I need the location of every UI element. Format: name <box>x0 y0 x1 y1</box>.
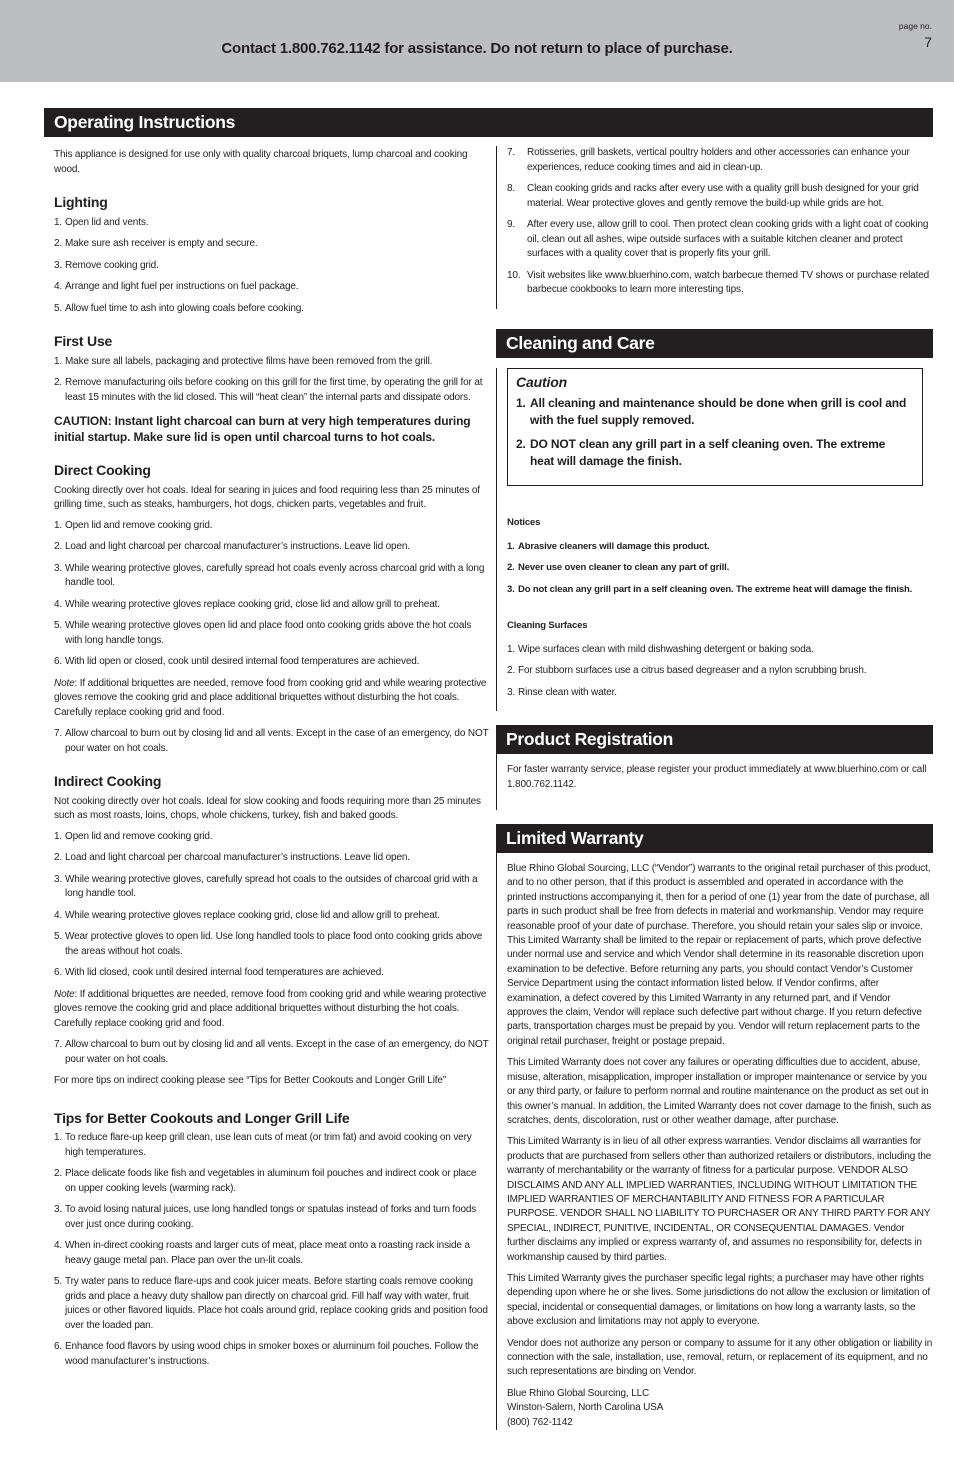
list-text: After every use, allow grill to cool. Then protect clean cooking grids with a light coat of cooking oil, clean out all ashes, wipe outside surfaces with a suitable kitchen cleaner and protect surfaces with a quality cover that is properly fits your grill. <box>527 219 929 259</box>
list-item <box>516 395 912 429</box>
tips-steps <box>54 1131 489 1369</box>
warranty-paragraph: Vendor does not authorize any person or company to assume for it any other obligation or liability in connection with the sale, installation, use, removal, return, or replacement of its equipment, and no such representations are binding on Vendor. <box>507 1337 933 1378</box>
list-number: 1. <box>54 519 63 531</box>
list-item <box>54 930 489 959</box>
caution-box <box>507 368 923 487</box>
list-number: 2. <box>507 562 515 573</box>
list-number: 4. <box>54 281 63 292</box>
list-text: Wipe surfaces clean with mild dishwashing detergent or baking soda. <box>518 643 814 655</box>
list-item <box>54 598 489 613</box>
list-number: 8. <box>507 183 516 194</box>
direct-cooking-heading: Direct Cooking <box>54 462 151 478</box>
list-item <box>54 1340 489 1369</box>
list-text: When in-direct cooking roasts and larger cuts of meat, place meat onto a roasting rack inside a heavy gauge metal pan. Place pan over the un-lit coals. <box>65 1240 470 1266</box>
list-item <box>54 655 489 670</box>
list-text: With lid open or closed, cook until desired internal food temperatures are achieved. <box>65 656 420 667</box>
list-number: 3. <box>507 583 515 595</box>
list-text: Open lid and vents. <box>65 216 149 228</box>
list-number: 1. <box>54 355 63 367</box>
list-text: While wearing protective gloves replace cooking grid, close lid and allow grill to preheat. <box>65 909 440 921</box>
list-text: Allow fuel time to ash into glowing coals before cooking. <box>65 302 304 314</box>
first-use-heading: First Use <box>54 333 113 349</box>
list-text: Remove manufacturing oils before cooking on this grill for the first time, by operating the grill for at least 15 minutes with the lid closed. This will “heat clean” the internal parts and dissipate odors. <box>65 377 483 403</box>
direct-cooking-steps <box>54 519 489 670</box>
warranty-paragraph: Blue Rhino Global Sourcing, LLC (“Vendor”) warrants to the original retail purchaser of this product, and to no other person, that if this product is assembled and operated in accordance with the printed instructions accompanying it, then for a period of one (1) year from the date of purchase, all parts in such product shall be free from defects in material and workmanship. Vendor may require reasonable proof of your date of purchase. Therefore, you should retain your sales slip or invoice. This Limited Warranty shall be limited to the repair or replacement of parts, which prove defective under normal use and service and which Vendor shall determine in its reasonable discretion upon examination to be defective. Before returning any parts, you should contact Vendor’s Customer Service Department using the contact information listed below. If Vendor confirms, after examination, a defect covered by this Limited Warranty in any returned part, and if Vendor approves the claim, Vendor will replace such defective part without charge. If you return defective parts, transportation charges must be prepaid by you. Vendor will return replacement parts to the original retail purchaser, freight or postage prepaid. <box>507 863 931 1047</box>
address-line: Blue Rhino Global Sourcing, LLC <box>507 1387 650 1399</box>
list-item <box>54 873 489 902</box>
list-number: 6. <box>54 1341 63 1352</box>
warranty-address <box>507 1387 933 1430</box>
lighting-heading: Lighting <box>54 194 108 210</box>
list-number: 5. <box>54 931 63 942</box>
list-text: Rotisseries, grill baskets, vertical poultry holders and other accessories can enhance your experiences, reduce cooking times and aid in clean-up. <box>527 147 910 173</box>
list-text: While wearing protective gloves open lid and place food onto cooking grids above the hot coals with long handle tongs. <box>65 620 472 646</box>
limited-warranty-heading: Limited Warranty <box>496 824 933 853</box>
list-number: 2. <box>507 665 516 676</box>
list-item <box>507 269 933 298</box>
list-number: 4. <box>54 1240 63 1251</box>
note-text: : If additional briquettes are needed, remove food from cooking grid and while wearing protective gloves remove the cooking grid and place additional briquettes without disturbing the hot coals. Carefully replace cooking grid and food. <box>54 677 487 718</box>
list-text: Arrange and light fuel per instructions on fuel package. <box>65 281 299 292</box>
list-number: 1. <box>54 830 63 842</box>
direct-cooking-note <box>54 677 489 721</box>
registration-text: For faster warranty service, please register your product immediately at www.bluerhino.com or call 1.800.762.1142. <box>507 764 927 790</box>
list-text: To reduce flare-up keep grill clean, use lean cuts of meat (or trim fat) and avoid cooking on very high temperatures. <box>65 1132 472 1158</box>
list-number: 2. <box>54 852 63 863</box>
direct-cooking-intro: Cooking directly over hot coals. Ideal for searing in juices and food requiring less than 25 minutes of grilling time, such as steaks, hamburgers, hot dogs, chicken parts, vegetables and fruit. <box>54 484 480 510</box>
list-text: With lid closed, cook until desired internal food temperatures are achieved. <box>65 967 384 978</box>
tips-heading: Tips for Better Cookouts and Longer Grill Life <box>54 1109 350 1126</box>
lighting-steps <box>54 216 489 317</box>
list-item <box>507 686 933 701</box>
note-label: Note <box>54 677 75 689</box>
indirect-cooking-note <box>54 988 489 1032</box>
list-item <box>54 619 489 648</box>
list-number: 2. <box>54 238 63 249</box>
address-line: Winston-Salem, North Carolina USA <box>507 1402 664 1414</box>
first-use-caution: CAUTION: Instant light charcoal can burn at very high temperatures during initial startup. Make sure lid is open until charcoal turns to hot coals. <box>54 414 471 444</box>
list-item <box>54 1275 489 1333</box>
list-item <box>54 237 489 252</box>
list-number: 5. <box>54 302 63 314</box>
list-number: 1. <box>507 643 516 655</box>
cleaning-surfaces-list <box>507 643 933 701</box>
indirect-cooking-steps <box>54 830 489 981</box>
list-number: 1. <box>54 216 63 228</box>
tips-steps-continued <box>507 146 933 298</box>
list-text: Never use oven cleaner to clean any part of grill. <box>518 562 730 573</box>
list-number: 3. <box>54 562 63 574</box>
list-item <box>54 519 489 534</box>
list-text: Make sure ash receiver is empty and secure. <box>65 238 258 249</box>
list-item <box>54 1167 489 1196</box>
list-text: While wearing protective gloves, carefully spread hot coals evenly across charcoal grid with a long handle tool. <box>65 562 485 588</box>
list-item <box>54 1239 489 1268</box>
list-text: While wearing protective gloves replace cooking grid, close lid and allow grill to preheat. <box>65 598 440 610</box>
list-number: 6. <box>54 967 63 978</box>
first-use-steps <box>54 355 489 406</box>
list-number: 9. <box>507 219 516 230</box>
list-text: Wear protective gloves to open lid. Use long handled tools to place food onto cooking grids above the areas without hot coals. <box>65 931 483 957</box>
list-item <box>54 1203 489 1232</box>
list-number: 1. <box>507 540 515 552</box>
list-text: Load and light charcoal per charcoal manufacturer’s instructions. Leave lid open. <box>65 852 410 863</box>
warranty-paragraph: This Limited Warranty does not cover any failures or operating difficulties due to accident, abuse, misuse, alteration, misapplication, improper installation or improper maintenance or service by you or any third party, or failure to perform normal and routine maintenance on the product as set out in this owner’s manual. In addition, the Limited Warranty does not cover damage to the finish, such as scratches, dents, discoloration, rust or other weather damage, after purchase. <box>507 1057 932 1126</box>
list-number: 6. <box>54 656 63 667</box>
page-number-label: page no. <box>898 21 932 31</box>
page-number: 7 <box>924 34 932 50</box>
address-line: (800) 762-1142 <box>507 1416 573 1428</box>
warranty-paragraphs <box>507 862 933 1380</box>
tips-continued <box>496 146 933 309</box>
list-item: 7. Allow charcoal to burn out by closing lid and all vents. Except in the case of an emergency, do NOT pour water on hot coals. <box>54 1039 489 1065</box>
list-number: 1. <box>516 396 526 410</box>
list-item <box>54 355 489 370</box>
cleaning-surfaces-heading: Cleaning Surfaces <box>507 620 588 631</box>
product-registration-heading: Product Registration <box>496 725 933 754</box>
caution-title: Caution <box>516 373 568 390</box>
list-text: For stubborn surfaces use a citrus based degreaser and a nylon scrubbing brush. <box>518 665 867 676</box>
list-item <box>54 966 489 981</box>
list-number: 5. <box>54 1276 63 1287</box>
list-number: 2. <box>54 1168 63 1179</box>
limited-warranty-body <box>496 853 933 1430</box>
list-item <box>54 851 489 866</box>
list-text: Clean cooking grids and racks after every use with a quality grill bush designed for your grid material. Wear protective gloves and gently remove the build-up while grids are hot. <box>527 183 919 209</box>
list-text: To avoid losing natural juices, use long handled tongs or spatulas instead of forks and turn foods over just once during cooking. <box>65 1204 477 1230</box>
list-number: 2. <box>516 437 526 451</box>
list-number: 5. <box>54 620 63 631</box>
list-text: Load and light charcoal per charcoal manufacturer’s instructions. Leave lid open. <box>65 541 410 552</box>
list-text: Visit websites like www.bluerhino.com, watch barbecue themed TV shows or purchase related barbecue cookbooks to learn more interesting tips. <box>527 269 930 295</box>
list-text: All cleaning and maintenance should be done when grill is cool and with the fuel supply removed. <box>530 396 907 427</box>
indirect-more-tips: For more tips on indirect cooking please see “Tips for Better Cookouts and Longer Grill Life” <box>54 1075 446 1086</box>
list-item <box>54 909 489 924</box>
list-number: 3. <box>54 873 63 885</box>
list-item <box>54 216 489 231</box>
list-item <box>507 182 933 211</box>
list-item <box>54 302 489 317</box>
list-number: 2. <box>54 377 63 388</box>
notices-list <box>507 540 933 598</box>
warranty-paragraph: This Limited Warranty gives the purchaser specific legal rights; a purchaser may have other rights depending upon where he or she lives. Some jurisdictions do not allow the exclusion or limitation of special, incidental or consequential damages, or limitations on how long a warranty lasts, so the above exclusion and limitations may not apply to everyone. <box>507 1272 931 1328</box>
list-text: Do not clean any grill part in a self cleaning oven. The extreme heat will damage the finish. <box>518 583 913 595</box>
list-number: 4. <box>54 598 63 610</box>
list-number: 10. <box>507 269 521 281</box>
indirect-cooking-heading: Indirect Cooking <box>54 773 162 789</box>
list-item <box>507 218 933 262</box>
list-item <box>54 830 489 845</box>
indirect-cooking-intro: Not cooking directly over hot coals. Ideal for slow cooking and foods requiring more than 25 minutes such as most roasts, loins, chops, whole chickens, turkey, fish and baked goods. <box>54 795 481 821</box>
list-item <box>507 664 933 679</box>
right-column <box>496 146 933 1430</box>
list-number: 3. <box>54 259 63 271</box>
list-text: Open lid and remove cooking grid. <box>65 830 213 842</box>
list-item <box>54 562 489 591</box>
list-item <box>507 540 933 555</box>
cleaning-care-heading: Cleaning and Care <box>496 329 933 358</box>
list-number: 2. <box>54 541 63 552</box>
list-text: Make sure all labels, packaging and protective films have been removed from the grill. <box>65 355 433 367</box>
notices-heading: Notices <box>507 517 541 528</box>
contact-banner: Contact 1.800.762.1142 for assistance. Do not return to place of purchase. <box>221 40 733 57</box>
list-item <box>54 1131 489 1160</box>
list-item: 7. Allow charcoal to burn out by closing lid and all vents. Except in the case of an emergency, do NOT pour water on hot coals. <box>54 728 489 754</box>
caution-list <box>516 395 912 470</box>
operating-instructions-body <box>44 137 489 1369</box>
list-text: Rinse clean with water. <box>518 686 617 698</box>
list-text: While wearing protective gloves, carefully spread hot coals to the outsides of charcoal grid with a long handle tool. <box>65 873 478 899</box>
product-registration-body <box>496 754 933 810</box>
list-number: 7. <box>507 147 516 158</box>
list-number: 3. <box>54 1204 63 1215</box>
note-text: : If additional briquettes are needed, remove food from cooking grid and while wearing protective gloves remove the cooking grid and place additional briquettes without disturbing the hot coals. Carefully replace cooking grid and food. <box>54 988 487 1029</box>
list-text: DO NOT clean any grill part in a self cleaning oven. The extreme heat will damage the finish. <box>530 437 886 468</box>
list-text: Try water pans to reduce flare-ups and cook juicer meats. Before starting coals remove cooking grids and place a heavy duty shallow pan directly on charcoal grid. Fill half way with water, fruit juices or other flavored liquids. Place hot coals around grid, replace cooking grids and position food over the loaded pan. <box>65 1276 488 1331</box>
list-item <box>54 280 489 295</box>
list-text: Enhance food flavors by using wood chips in smoker boxes or aluminum foil pouches. Follow the wood manufacturer’s instructions. <box>65 1341 479 1367</box>
list-item <box>54 540 489 555</box>
operating-instructions-heading: Operating Instructions <box>44 108 933 137</box>
list-item <box>54 259 489 274</box>
list-item <box>516 436 912 470</box>
left-column <box>44 108 489 1376</box>
list-item <box>507 561 933 576</box>
list-number: 4. <box>54 909 63 921</box>
list-text: Place delicate foods like fish and vegetables in aluminum foil pouches and indirect cook or place on upper cooking levels (warming rack). <box>65 1168 477 1194</box>
cleaning-care-body <box>496 368 933 712</box>
list-text: Remove cooking grid. <box>65 259 159 271</box>
list-number: 3. <box>507 686 516 698</box>
operating-intro: This appliance is designed for use only with quality charcoal briquets, lump charcoal and cooking wood. <box>54 149 468 175</box>
list-item <box>507 146 933 175</box>
list-text: Abrasive cleaners will damage this product. <box>518 540 710 552</box>
header-bar <box>0 0 954 82</box>
list-item <box>507 643 933 658</box>
list-item <box>54 376 489 405</box>
list-text: Open lid and remove cooking grid. <box>65 519 213 531</box>
note-label: Note <box>54 988 75 1000</box>
warranty-paragraph: This Limited Warranty is in lieu of all other express warranties. Vendor disclaims all warranties for products that are purchased from sellers other than authorized retailers or distributors, including the warranty of merchantability or the warranty of fitness for a particular purpose. VENDOR ALSO DISCLAIMS AND ANY ALL IMPLIED WARRANTIES, INCLUDING WITHOUT LIMITATION THE IMPLIED WARRANTIES OF MERCHANTABILITY AND FITNESS FOR A PARTICULAR PURPOSE. VENDOR SHALL NO LIABILITY TO PURCHASER OR ANY THIRD PARTY FOR ANY SPECIAL, INDIRECT, PUNITIVE, INCIDENTAL, OR CONSEQUENTIAL DAMAGES. Vendor further disclaims any implied or express warranty of, and assumes no responsibility for, defects in workmanship caused by third parties. <box>507 1136 932 1263</box>
list-number: 1. <box>54 1132 63 1143</box>
list-item <box>507 583 933 598</box>
